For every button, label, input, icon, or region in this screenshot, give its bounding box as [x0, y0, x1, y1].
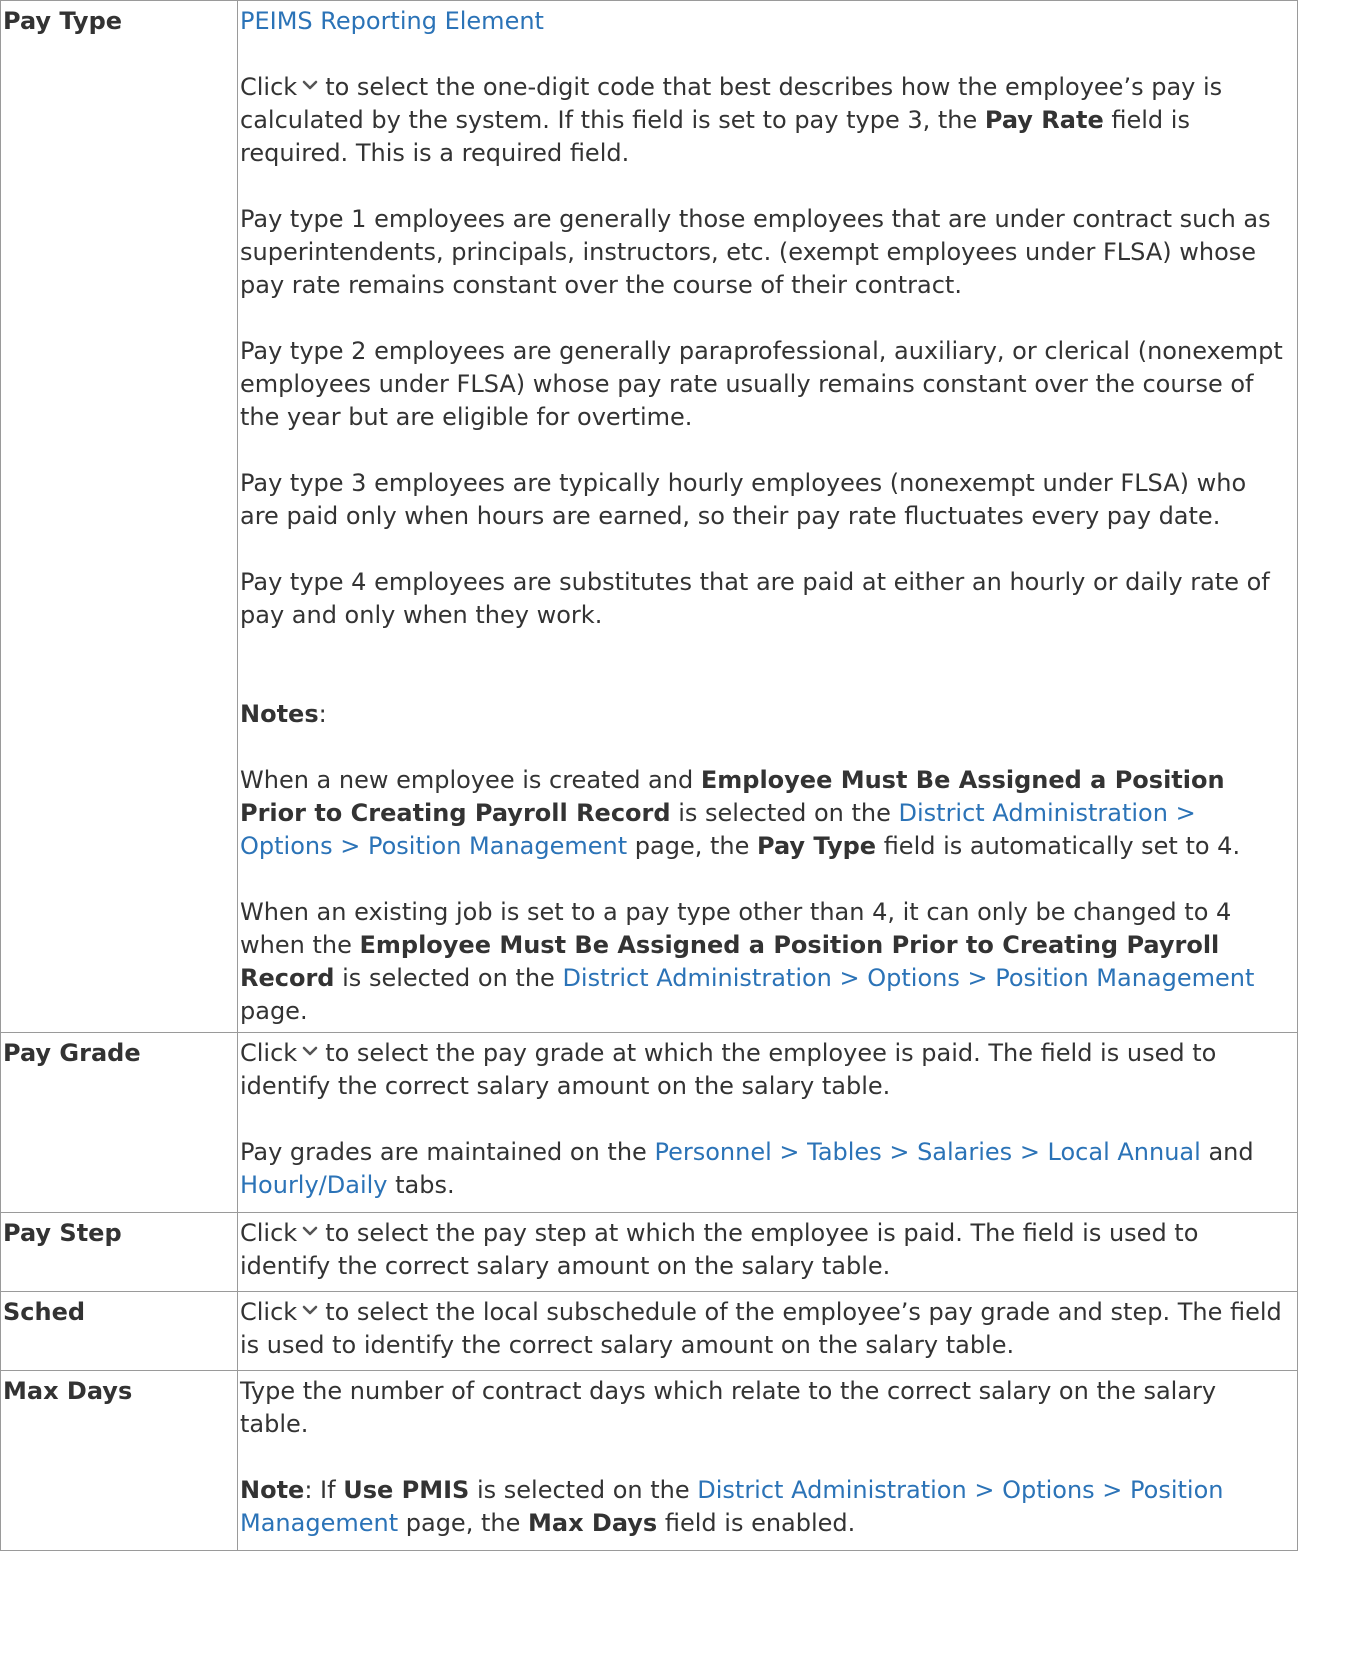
- paragraph: When a new employee is created and Employee Must Be Assigned a Position Prior to Creating Payroll Record is selected on the District Administration > Options > Position Management page, the Pay Type field is automatically set to 4.: [240, 766, 1241, 860]
- local-annual-link[interactable]: Personnel > Tables > Salaries > Local Annual: [654, 1138, 1201, 1166]
- chevron-down-icon[interactable]: [301, 1298, 319, 1322]
- paragraph: Click to select the local subschedule of the employee’s pay grade and step. The field is used to identify the correct salary amount on the salary table.: [240, 1298, 1282, 1359]
- table-row: [1, 1213, 1298, 1292]
- paragraph: Click to select the pay step at which the employee is paid. The field is used to identify the correct salary amount on the salary table.: [240, 1219, 1199, 1280]
- field-label: Max Days: [1, 1371, 238, 1551]
- paragraph: Pay type 4 employees are substitutes that are paid at either an hourly or daily rate of pay and only when they work.: [240, 568, 1270, 629]
- field-description: [238, 1213, 1298, 1292]
- paragraph: Pay type 3 employees are typically hourly employees (nonexempt under FLSA) who are paid only when hours are earned, so their pay rate fluctuates every pay date.: [240, 469, 1247, 530]
- paragraph: Pay grades are maintained on the Personnel > Tables > Salaries > Local Annual and Hourly/Daily tabs.: [240, 1138, 1254, 1199]
- position-management-link[interactable]: District Administration > Options > Position Management: [240, 799, 1196, 860]
- chevron-down-icon[interactable]: [301, 73, 319, 97]
- chevron-down-icon[interactable]: [301, 1039, 319, 1063]
- field-description: [238, 1371, 1298, 1551]
- field-description: [238, 1292, 1298, 1371]
- paragraph: Click to select the pay grade at which the employee is paid. The field is used to identify the correct salary amount on the salary table.: [240, 1039, 1217, 1100]
- position-management-link[interactable]: District Administration > Options > Position Management: [240, 1476, 1224, 1537]
- paragraph: Pay type 2 employees are generally paraprofessional, auxiliary, or clerical (nonexempt employees under FLSA) whose pay rate usually remains constant over the course of the year but are eligible for overtime.: [240, 337, 1283, 431]
- table-row: [1, 1033, 1298, 1213]
- paragraph: Pay type 1 employees are generally those employees that are under contract such as superintendents, principals, instructors, etc. (exempt employees under FLSA) whose pay rate remains constant over the course of their contract.: [240, 205, 1271, 299]
- field-description: [238, 1033, 1298, 1213]
- paragraph: Click to select the one-digit code that best describes how the employee’s pay is calculated by the system. If this field is set to pay type 3, the Pay Rate field is required. This is a required field.: [240, 73, 1223, 167]
- table-row: [1, 1371, 1298, 1551]
- hourly-daily-link[interactable]: Hourly/Daily: [240, 1171, 388, 1199]
- field-label: Sched: [1, 1292, 238, 1371]
- notes-heading: Notes:: [240, 700, 327, 728]
- paragraph: Type the number of contract days which relate to the correct salary on the salary table.: [240, 1377, 1217, 1438]
- table-row: [1, 1292, 1298, 1371]
- field-label: Pay Step: [1, 1213, 238, 1292]
- chevron-down-icon[interactable]: [301, 1219, 319, 1243]
- paragraph: Note: If Use PMIS is selected on the District Administration > Options > Position Management page, the Max Days field is enabled.: [240, 1476, 1224, 1537]
- paragraph: When an existing job is set to a pay type other than 4, it can only be changed to 4 when the Employee Must Be Assigned a Position Prior to Creating Payroll Record is selected on the District Administration > Options > Position Management page.: [240, 898, 1255, 1025]
- peims-reporting-element-link[interactable]: PEIMS Reporting Element: [240, 7, 544, 35]
- field-description: [238, 1, 1298, 1033]
- table-row: [1, 1, 1298, 1033]
- position-management-link[interactable]: District Administration > Options > Position Management: [562, 964, 1255, 992]
- field-label: Pay Type: [1, 1, 238, 1033]
- field-label: Pay Grade: [1, 1033, 238, 1213]
